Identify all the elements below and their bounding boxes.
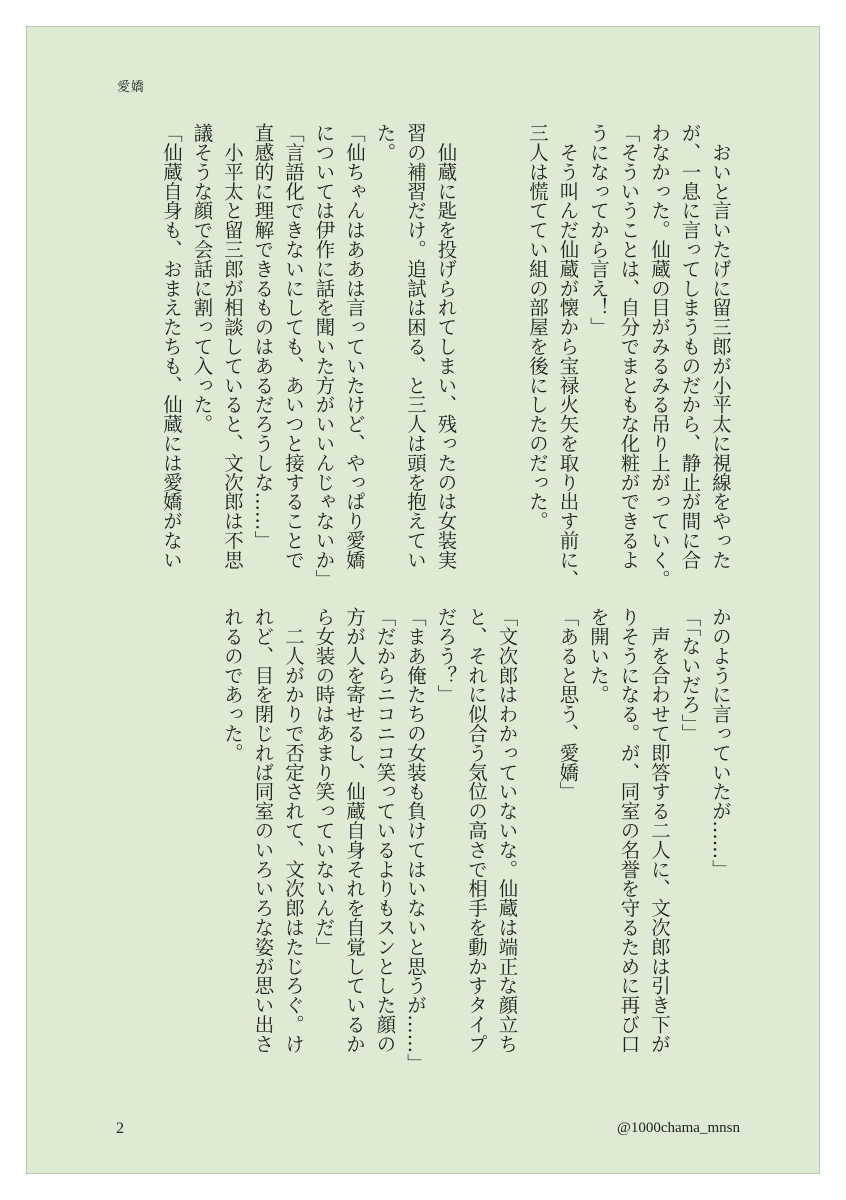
text-line: 「あると思う、愛嬌」 xyxy=(556,607,580,801)
text-line: 「仙蔵自身も、おまえたちも、仙蔵には愛嬌がない xyxy=(160,123,183,570)
text-line xyxy=(491,123,522,593)
text-line: 直感的に理解できるものはあるだろうしな……」 xyxy=(251,123,275,550)
text-line xyxy=(461,123,492,593)
text-line: を開いた。 xyxy=(587,607,610,704)
text-line: だろう？」 xyxy=(434,607,458,704)
text-line: 「そういうことは、自分でまともな化粧ができるよ xyxy=(617,123,641,570)
text-line: 「言語化できないにしても、あいつと接することで xyxy=(282,123,305,570)
text-line: 仙蔵に匙を投げられてしまい、残ったのは女装実 xyxy=(434,123,458,570)
text-line: 「「ないだろ」」 xyxy=(678,607,702,743)
text-line: については伊作に話を聞いた方がいいんじゃないか」 xyxy=(312,123,336,589)
text-line: が、一息に言ってしまうものだから、静止が間に合 xyxy=(678,123,702,570)
text-block-top xyxy=(115,123,735,593)
text-line: かのように言っていたが……」 xyxy=(709,607,732,879)
text-line: 「だからニコニコ笑っているよりもスンとした顔の xyxy=(373,607,397,1054)
text-line: 議そうな顔で会話に割って入った。 xyxy=(190,123,214,434)
text-line: 習の補習だけ。追試は困る、と三人は頭を抱えてい xyxy=(404,123,427,570)
author-credit: @1000chama_mnsn xyxy=(617,1120,740,1136)
text-line: れど、目を閉じれば同室のいろいろな姿が思い出さ xyxy=(251,607,275,1054)
text-line: わなかった。仙蔵の目がみるみる吊り上がっていく。 xyxy=(648,123,671,589)
text-line: おいと言いたげに留三郎が小平太に視線をやった xyxy=(709,123,732,570)
text-line: 二人がかりで否定されて、文次郎はたじろぐ。け xyxy=(282,607,305,1054)
text-line: と、それに似合う気位の高さで相手を動かすタイプ xyxy=(465,607,488,1054)
text-line: 方が人を寄せるし、仙蔵自身それを自覚しているか xyxy=(343,607,366,1054)
manuscript-page xyxy=(26,26,820,1174)
text-line: 小平太と留三郎が相談していると、文次郎は不思 xyxy=(221,123,244,570)
text-line: た。 xyxy=(373,123,397,162)
text-line: うになってから言え！」 xyxy=(587,123,610,337)
text-line: そう叫んだ仙蔵が懐から宝禄火矢を取り出す前に、 xyxy=(556,123,580,589)
text-line: 「文次郎はわかっていないな。仙蔵は端正な顔立ち xyxy=(495,607,519,1054)
text-line: 三人は慌ててい組の部屋を後にしたのだった。 xyxy=(526,123,549,531)
text-line xyxy=(522,607,553,1077)
text-line: 「仙ちゃんはああは言っていたけど、やっぱり愛嬌 xyxy=(343,123,366,570)
text-line: 声を合わせて即答する二人に、文次郎は引き下が xyxy=(648,607,671,1054)
text-block-bottom xyxy=(115,607,735,1077)
running-title: 愛嬌 xyxy=(117,80,146,95)
text-line: ら女装の時はあまり笑っていないんだ」 xyxy=(312,607,336,957)
page-number: 2 xyxy=(116,1120,124,1137)
text-line: 「まあ俺たちの女装も負けてはいないと思うが……」 xyxy=(404,607,427,1073)
text-line: りそうになる。が、同室の名誉を守るために再び口 xyxy=(617,607,641,1054)
text-line: れるのであった。 xyxy=(221,607,244,763)
